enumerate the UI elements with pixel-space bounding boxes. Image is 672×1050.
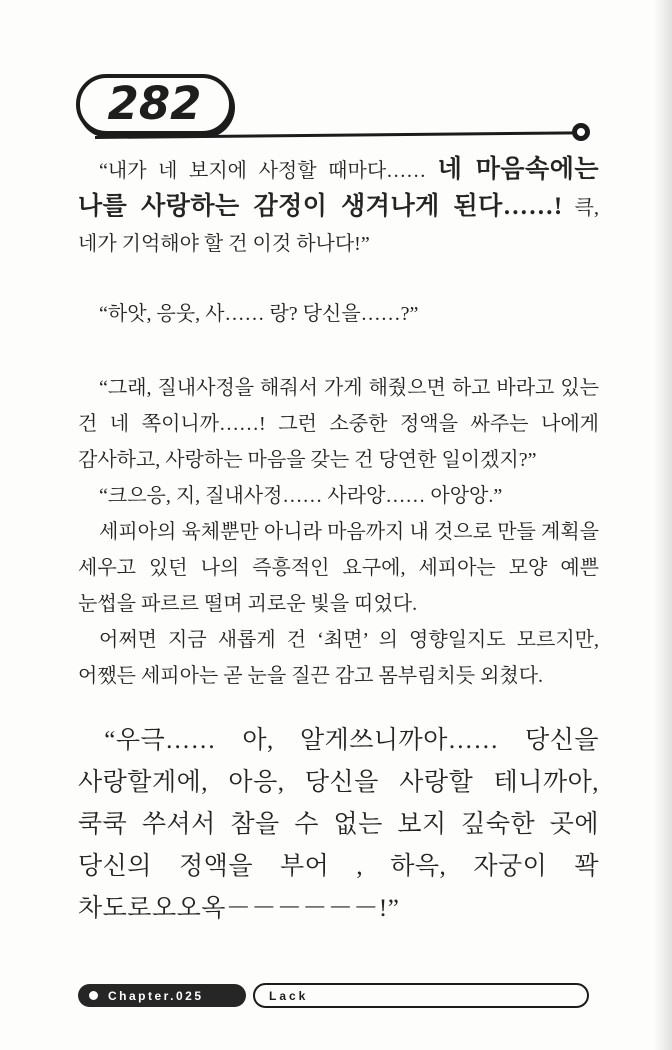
paragraph-narrative-6: 어쩌면 지금 새롭게 건 ‘최면’ 의 영향일지도 모르지만, 어쨌든 세피아는 곧 눈을 질끈 감고 몸부림치듯 외쳤다. <box>78 629 599 687</box>
brand-label: Lack <box>269 988 309 1003</box>
chapter-badge <box>78 984 246 1007</box>
paragraph-dialogue-1 <box>78 152 599 262</box>
page-number: 282 <box>107 76 202 130</box>
page-number-badge <box>76 74 233 135</box>
paragraph-1-emphasized: 네 마음속에는 나를 사랑하는 감정이 생겨나게 된다……! <box>78 156 600 220</box>
body-text <box>78 152 599 930</box>
bullet-dot-icon <box>89 991 98 1000</box>
paragraph-dialogue-3: “그래, 질내사정을 해줘서 가게 해줬으면 하고 바라고 있는 건 네 쪽이니까……! 그런 소중한 정액을 싸주는 나에게 감사하고, 사랑하는 마음을 갖는 건 당연한 일이겠지?” <box>78 377 599 471</box>
chapter-label: Chapter.025 <box>108 988 204 1003</box>
brand-badge <box>253 983 589 1008</box>
scan-edge-shadow <box>654 0 672 1050</box>
paragraph-1-regular-lead: “내가 네 보지에 사정할 때마다…… <box>99 160 438 182</box>
paragraph-dialogue-2: “하앗, 응웃, 사…… 랑? 당신을……?” <box>99 303 419 325</box>
paragraph-1-regular-tail: 큭, 네가 기억해야 할 건 이것 하나다!” <box>78 197 599 255</box>
paragraph-dialogue-7: “우극…… 아, 알게쓰니까아…… 당신을 사랑할게에, 아응, 당신을 사랑할 테니까아, 쿡쿡 쑤셔서 참을 수 없는 보지 깊숙한 곳에 당신의 정액을 부어 , 하윽, 자궁이 꽉 차도로오오옥－－－－－－!” <box>78 727 599 922</box>
paragraph-narrative-5: 세피아의 육체뿐만 아니라 마음까지 내 것으로 만들 계획을 세우고 있던 나의 즉흥적인 요구에, 세피아는 모양 예쁜 눈썹을 파르르 떨며 괴로운 빛을 띠었다. <box>78 521 599 615</box>
header-rule-end-dot <box>572 123 590 141</box>
paragraph-dialogue-4: “크으응, 지, 질내사정…… 사라앙…… 아앙앙.” <box>99 485 503 507</box>
